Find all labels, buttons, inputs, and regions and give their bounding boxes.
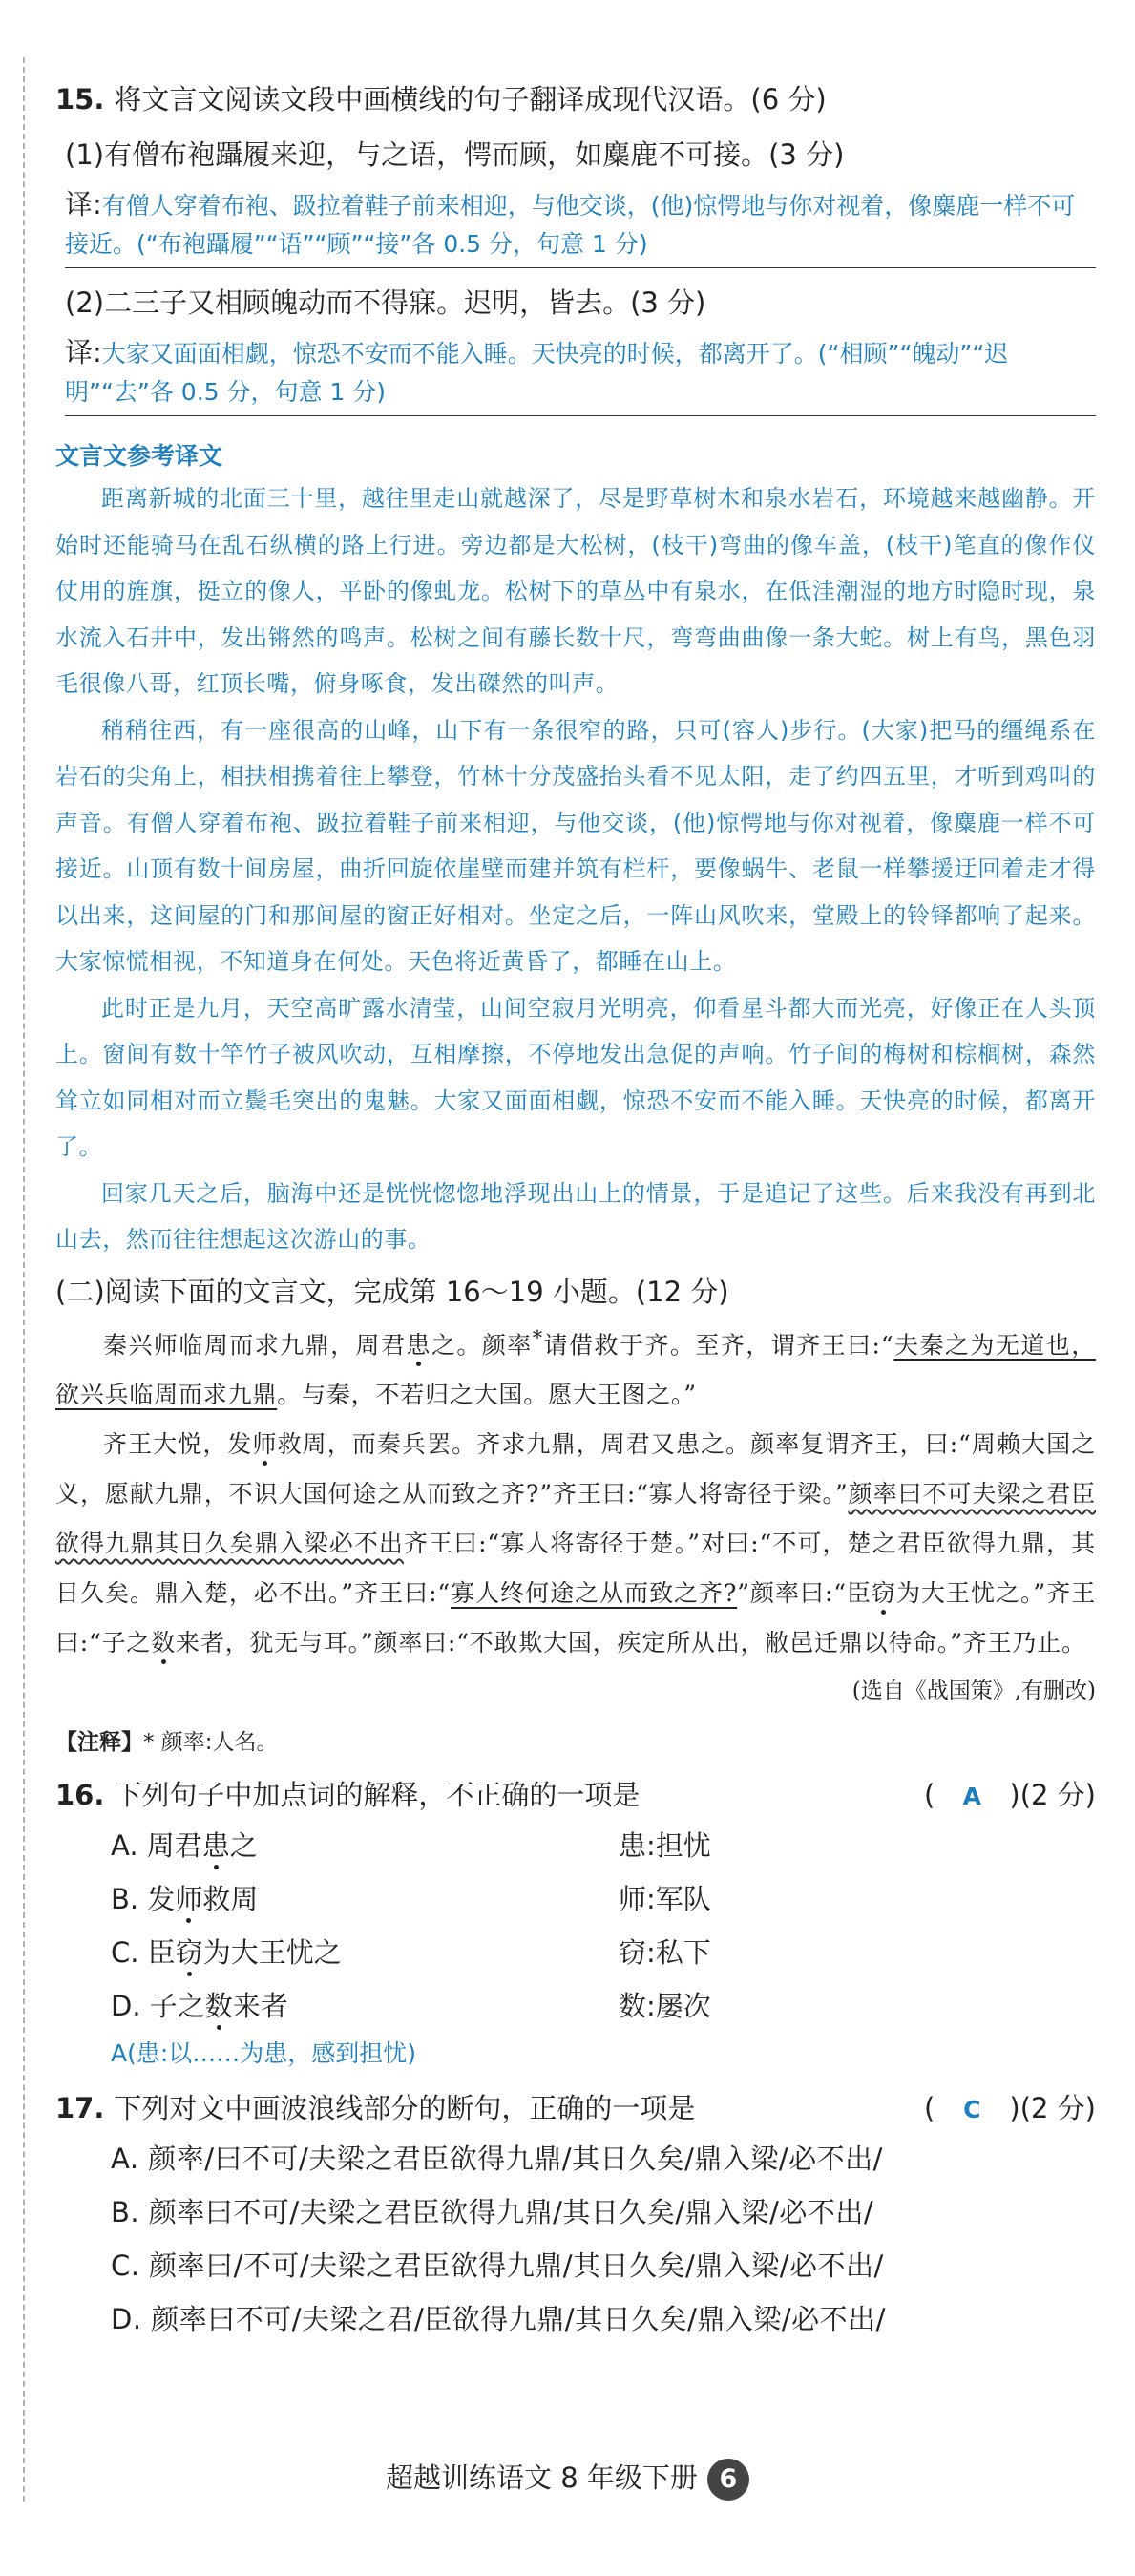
option-gloss: 患:担忧	[619, 1828, 711, 1862]
passage-text: 之。颜率	[431, 1330, 533, 1359]
question-16-prompt: 下列句子中加点词的解释，不正确的一项是	[114, 1778, 641, 1811]
dotted-word: 师	[175, 1882, 203, 1915]
option-text: 救周	[202, 1882, 259, 1915]
question-17-option-d: D. 颜率曰不可/夫梁之君/臣欲得九鼎/其日久矣/鼎入梁/必不出/	[111, 2302, 886, 2335]
question-17-text	[55, 2086, 695, 2132]
reference-paragraph: 距离新城的北面三十里，越往里走山就越深了，尽是野草树木和泉水岩石，环境越来越幽静。开始时还能骑马在乱石纵横的路上行进。旁边都是大松树，(枝干)弯曲的像车盖，(枝干)笔直的像作仪仗用的旌旗，挺立的像人，平卧的像虬龙。松树下的草丛中有泉水，在低洼潮湿的地方时隐时现，泉水流入石井中，发出锵然的鸣声。松树之间有藤长数十尺，弯弯曲曲像一条大蛇。树上有鸟，黑色羽毛很像八哥，红顶长嘴，俯身啄食，发出磔然的叫声。	[55, 485, 1096, 697]
question-17-option-a: A. 颜率/曰不可/夫梁之君臣欲得九鼎/其日久矣/鼎入梁/必不出/	[111, 2142, 883, 2175]
footnote-marker: *	[532, 1325, 543, 1349]
translation-label: 译:	[65, 336, 102, 369]
passage-text: 请借救于齐。至齐，谓齐王曰:“	[542, 1330, 894, 1359]
question-15-number: 15.	[55, 83, 105, 116]
page-number-badge: 6	[707, 2459, 749, 2501]
binding-margin-line	[23, 57, 25, 2502]
question-17-prompt: 下列对文中画波浪线部分的断句，正确的一项是	[114, 2091, 696, 2124]
question-16-score: (2 分)	[1019, 1778, 1096, 1811]
reference-paragraph: 稍稍往西，有一座很高的山峰，山下有一条很窄的路，只可(容人)步行。(大家)把马的缰绳系在岩石的尖角上，相扶相携着往上攀登，竹林十分茂盛抬头看不见太阳，走了约四五里，才听到鸡叫的声音。有僧人穿着布袍、趿拉着鞋子前来相迎，与他交谈，(他)惊愕地与你对视着，像麋鹿一样不可接近。山顶有数十间房屋，曲折回旋依崖壁而建并筑有栏杆，要像蜗牛、老鼠一样攀援迂回着走才得以出来，这间屋的门和那间屋的窗正好相对。坐定之后，一阵山风吹来，堂殿上的铃铎都响了起来。大家惊慌相视，不知道身在何处。天色将近黄昏了，都睡在山上。	[55, 716, 1096, 975]
question-17-number: 17.	[55, 2091, 105, 2124]
passage-text: ”颜率曰:“臣	[737, 1578, 872, 1607]
option-text: 之	[229, 1828, 258, 1862]
dotted-word: 数	[204, 1989, 233, 2022]
question-16-explanation: A(患:以……为患，感到担忧)	[111, 2038, 417, 2067]
annotation	[55, 1723, 1096, 1762]
answer-bracket: ( C )(2 分)	[924, 2086, 1096, 2132]
passage-text: 秦兴师临周而求九鼎，周君	[103, 1330, 407, 1359]
reference-translation-title: 文言文参考译文	[55, 442, 223, 470]
underlined-sentence: 夫秦之为无道也，欲兴兵临周而求九鼎	[55, 1330, 1096, 1408]
question-17-stem	[55, 2086, 1096, 2132]
passage-text: 来者，犹无与耳。”颜率曰:“不敢欺大国，疾定所从出，敝邑迁鼎以待命。”齐王乃止。	[176, 1628, 1086, 1657]
question-17-option-c: C. 颜率曰/不可/夫梁之君臣欲得九鼎/其日久矣/鼎入梁/必不出/	[111, 2249, 884, 2282]
question-15-answer-2-text: 大家又面面相觑，惊恐不安而不能入睡。天快亮的时候，都离开了。(“相顾”“魄动”“迟明”“去”各 0.5 分，句意 1 分)	[65, 340, 1009, 406]
question-15-answer-2	[65, 333, 1096, 416]
section-heading: (二)阅读下面的文言文，完成第 16～19 小题。(12 分)	[55, 1275, 729, 1308]
question-16-number: 16.	[55, 1778, 105, 1811]
passage-text: 为大王忧之。”齐王曰:“子之	[55, 1578, 1096, 1657]
question-15-stem	[55, 78, 1096, 120]
option-text: 来者	[232, 1989, 288, 2022]
question-17-option-b: B. 颜率曰不可/夫梁之君臣欲得九鼎/其日久矣/鼎入梁/必不出/	[111, 2195, 874, 2228]
question-16-option-c	[111, 1926, 1096, 1979]
dotted-word: 数	[151, 1628, 177, 1657]
question-15-sub-2: (2)二三子又相顾魄动而不得寐。迟明，皆去。(3 分)	[65, 286, 706, 319]
question-15-text: 将文言文阅读文段中画横线的句子翻译成现代汉语。(6 分)	[114, 83, 827, 116]
question-15-sub-1: (1)有僧布袍躡履来迎，与之语，愕而顾，如麋鹿不可接。(3 分)	[65, 138, 845, 171]
question-15-answer-1	[65, 185, 1096, 268]
option-text: B. 发	[111, 1882, 176, 1915]
page-content	[55, 78, 1096, 2346]
passage-text: 齐王大悦，发	[103, 1429, 253, 1458]
passage-paragraph-2	[55, 1420, 1096, 1668]
answer-bracket: ( A )(2 分)	[924, 1773, 1096, 1819]
dotted-word: 患	[406, 1330, 431, 1359]
option-gloss: 窃:私下	[619, 1935, 711, 1969]
wavy-underlined-sentence: 颜率曰不可夫梁之君臣欲得九鼎其日久矣鼎入梁必不出	[55, 1479, 1096, 1557]
question-16-text	[55, 1773, 640, 1819]
passage-text: 齐王曰:“寡人将寄径于楚。”对曰:“不可，楚之君臣欲得九鼎，其日久矣。鼎入楚，必不出。”齐王曰:“	[55, 1529, 1096, 1607]
translation-label: 译:	[65, 188, 102, 221]
option-text: D. 子之	[111, 1989, 205, 2022]
question-16-answer: A	[962, 1782, 982, 1810]
question-17-answer: C	[963, 2095, 981, 2123]
passage-text: 救周，而秦兵罢。齐求九鼎，周君又患之。颜率复谓齐王，曰:“周赖大国之义，愿献九鼎，不识大国何途之从而致之齐?”齐王曰:“寡人将寄径于梁。”	[55, 1429, 1096, 1508]
passage-paragraph-1	[55, 1313, 1096, 1420]
passage-source: (选自《战国策》,有删改)	[851, 1678, 1096, 1703]
option-text: C. 臣	[111, 1935, 176, 1969]
reference-paragraph: 回家几天之后，脑海中还是恍恍惚惚地浮现出山上的情景，于是追记了这些。后来我没有再到北山去，然而往往想起这次游山的事。	[55, 1179, 1096, 1253]
question-16-option-a	[111, 1819, 1096, 1872]
passage-text: 。与秦，不若归之大国。愿大王图之。”	[277, 1380, 697, 1408]
question-16-stem	[55, 1773, 1096, 1819]
dotted-word: 窃	[871, 1578, 896, 1607]
question-17-score: (2 分)	[1019, 2091, 1096, 2124]
question-16-option-d	[111, 1979, 1096, 2033]
dotted-word: 患	[201, 1828, 230, 1862]
option-text: A. 周君	[111, 1828, 202, 1862]
reference-paragraph: 此时正是九月，天空高旷露水清莹，山间空寂月光明亮，仰看星斗都大而光亮，好像正在人头顶上。窗间有数十竿竹子被风吹动，互相摩擦，不停地发出急促的声响。竹子间的梅树和棕榈树，森然耸立如同相对而立鬓毛突出的鬼魅。大家又面面相觑，惊恐不安而不能入睡。天快亮的时候，都离开了。	[55, 994, 1096, 1160]
page-footer	[0, 2454, 1135, 2502]
annotation-text: * 颜率:人名。	[143, 1729, 279, 1755]
book-title: 超越训练语文 8 年级下册	[386, 2461, 698, 2494]
annotation-label: 【注释】	[55, 1729, 143, 1755]
underlined-sentence: 寡人终何途之从而致之齐?	[450, 1578, 738, 1607]
dotted-word: 窃	[175, 1935, 203, 1969]
option-gloss: 数:屡次	[619, 1989, 711, 2022]
option-text: 为大王忧之	[202, 1935, 342, 1969]
question-16-option-b	[111, 1872, 1096, 1926]
option-gloss: 师:军队	[619, 1882, 711, 1915]
dotted-word: 师	[252, 1429, 278, 1458]
question-15-answer-1-text: 有僧人穿着布袍、趿拉着鞋子前来相迎，与他交谈，(他)惊愕地与你对视着，像麋鹿一样不可接近。(“布袍躡履”“语”“顾”“接”各 0.5 分，句意 1 分)	[65, 192, 1076, 258]
